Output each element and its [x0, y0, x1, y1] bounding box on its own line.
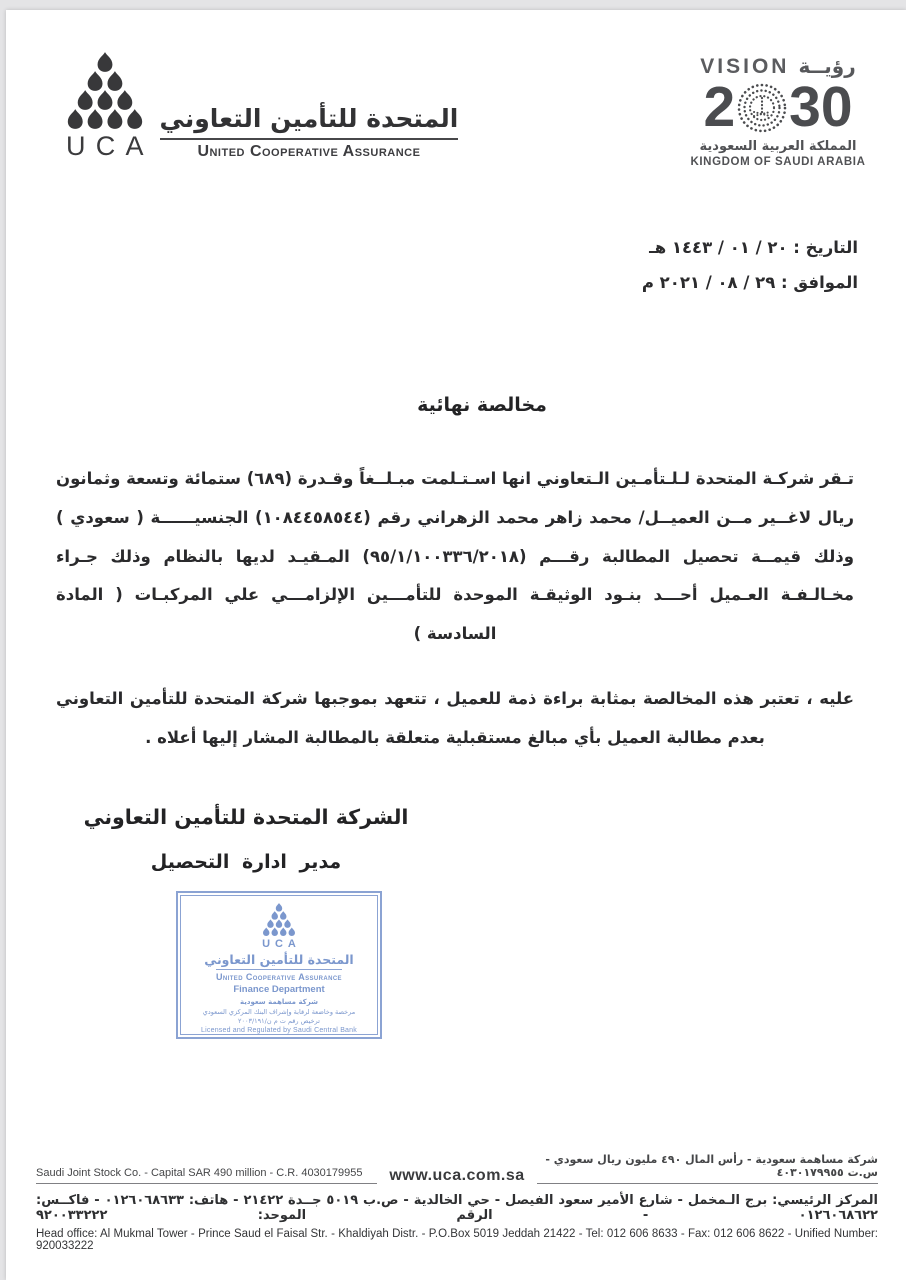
footer-company-info-english	[36, 1167, 377, 1184]
year-digit-2: 2	[703, 75, 736, 139]
date-block	[642, 238, 858, 308]
uca-acronym: UCA	[66, 131, 154, 161]
company-info-en-text: Saudi Joint Stock Co. - Capital SAR 490 million - C.R. 4030179955	[36, 1167, 363, 1179]
signature-company-name: الشركة المتحدة للتأمين التعاوني	[83, 805, 409, 829]
stamp-company-type: شركة مساهمة سعودية	[240, 998, 318, 1006]
stamp-regulated-text: Licensed and Regulated by Saudi Central Bank	[201, 1027, 357, 1034]
uca-name-english: United Cooperative Assurance	[197, 143, 421, 160]
uca-names	[160, 105, 459, 161]
footer-address-english: Head office: Al Mukmal Tower - Prince Saud el Faisal Str. - Khaldiyah Distr. - P.O.Box 5019 Jeddah 21422 - Tel: 012 606 8633 - Fax: 012 606 8622 - Unified Number: 920033222	[36, 1228, 878, 1252]
gregorian-date: الموافق : ٢٩ / ٠٨ / ٢٠٢١ م	[641, 273, 858, 292]
hijri-date: التاريخ : ٢٠ / ٠١ / ١٤٤٣ هـ	[649, 238, 858, 257]
vision-2030-logo	[680, 54, 876, 168]
vision-2030-emblem-icon	[736, 82, 788, 134]
stamp-pyramid-icon	[262, 903, 296, 936]
stamp-uca-acronym: UCA	[262, 938, 301, 950]
footer-company-info-arabic	[537, 1153, 878, 1184]
uca-pyramid-icon	[67, 52, 143, 129]
document-page	[6, 10, 906, 1280]
body-paragraph-1: تـقر شركـة المتحدة لـلـتأمـين الـتعاوني انها اسـتـلمت مبـلــغاً وقـدرة (٦٨٩) ستمائة وتسعة وثمانون ريال لاغــير مــن العميــل/ محمد زاهر محمد الزهراني رقم (١٠٨٤٤٥٨٥٤٤) الجنسيــــــة ( سعودي ) وذلك قيمــة تحصيل المطالبة رقـــم (٩٥/١/١٠٠٣٣٦/٢٠١٨) المـقيـد لديها بالنظام وذلك جـراء مخـالـفـة العـميل أحـــد بنـود الوثيقـة الموحدة للتأمـــين الإلزامـــي علي المركبـات ( المادة السادسة )	[56, 469, 855, 644]
stamp-inner-frame	[180, 895, 378, 1035]
uca-name-arabic: المتحدة للتأمين التعاوني	[159, 104, 459, 134]
document-title: مخالصة نهائية	[417, 394, 547, 416]
year-digits-30: 30	[789, 75, 853, 139]
stamp-license-number: ترخيص رقم ت م ن/٢٠٠٣/١٩١	[238, 1017, 320, 1025]
company-info-ar-text: شركة مساهمة سعودية - رأس المال ٤٩٠ مليون ريال سعودي - س.ت ٤٠٣٠١٧٩٩٥٥	[545, 1153, 878, 1179]
logo-divider-line	[160, 138, 459, 140]
website-text: www.uca.com.sa	[389, 1167, 525, 1184]
finance-department-stamp	[176, 891, 382, 1039]
vision-text-english: VISION	[700, 55, 790, 78]
stamp-name-english: United Cooperative Assurance	[216, 969, 342, 982]
vision-text-arabic: رؤيــة	[798, 54, 856, 78]
signature-role: مدير ادارة التحصيل	[150, 851, 342, 873]
letter-footer	[36, 1153, 878, 1252]
uca-logo	[66, 52, 458, 162]
vision-2030-year	[680, 75, 876, 139]
signature-block	[66, 805, 426, 873]
kingdom-name-arabic: المملكة العربية السعودية	[699, 139, 857, 154]
kingdom-name-english: KINGDOM OF SAUDI ARABIA	[690, 156, 866, 168]
stamp-name-arabic: المتحدة للتأمين التعاوني	[204, 952, 354, 967]
stamp-license-text: مرخصة وخاضعة لرقابة وإشراف البنك المركزي السعودي	[202, 1008, 356, 1016]
body-paragraph-2: عليه ، تعتبر هذه المخالصة بمثابة براءة ذمة للعميل ، تتعهد بموجبها شركة المتحدة للتأمين التعاوني بعدم مطالبة العميل بأي مبالغ مستقبلية متعلقة بالمطالبة المشار إليها أعلاه .	[56, 688, 854, 747]
footer-top-row	[36, 1153, 878, 1184]
letter-body	[56, 460, 854, 783]
footer-address-arabic: المركز الرئيسي: برج الـمخمل - شارع الأمير سعود الفيصل - حي الخالدية - ص.ب ٥٠١٩ جــدة ٢١٤٢٢ - هاتف: ٠١٢٦٠٦٨٦٣٣ - فاكــس: ٠١٢٦٠٦٨٦٢٢ - الرقم الموحد: ٩٢٠٠٣٣٢٢٢	[36, 1193, 878, 1223]
stamp-department: Finance Department	[233, 984, 325, 995]
